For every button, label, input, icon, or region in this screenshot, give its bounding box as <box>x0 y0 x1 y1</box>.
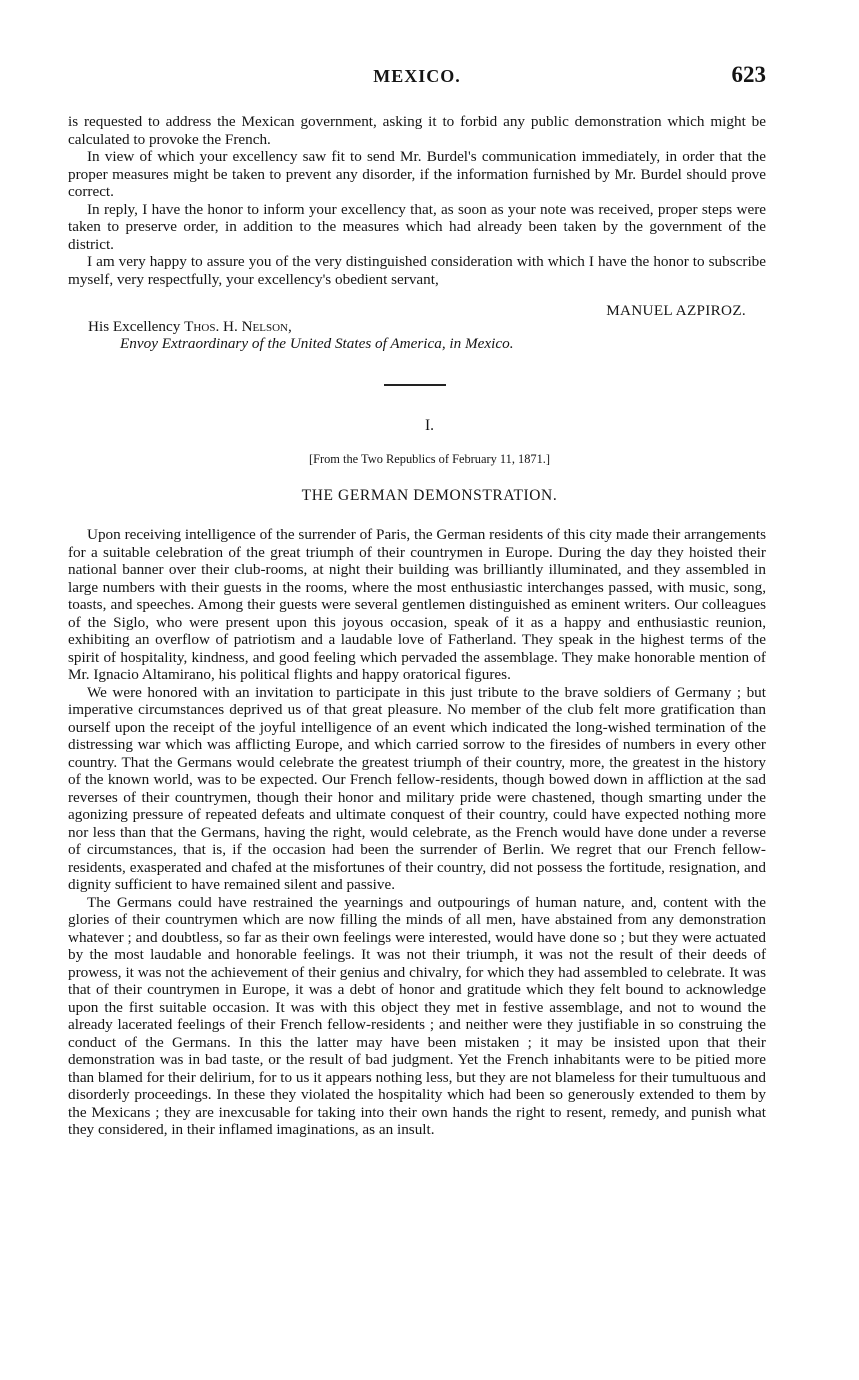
article-title: THE GERMAN DEMONSTRATION. <box>301 487 558 504</box>
article-paragraph: Upon receiving intelligence of the surrender of Paris, the German residents of this city made their arrangements for a suitable celebration of the great triumph of their countrymen in Europe. During the day they hoisted their national banner over their club-rooms, at night their building was brilliantly illuminated, and they assembled in large numbers with their guests in the rooms, where the most enthusiastic interchanges passed, with music, song, toasts, and speeches. Among their guests were several gentlemen distinguished as eminent writers. Our colleagues of the Siglo, who were present upon this joyous occasion, speak of it as a happy and enthusiastic reunion, exhibiting an overflow of patriotism and a laudable love of Fatherland. They speak in the highest terms of the spirit of hospitality, kindness, and good feeling which pervaded the assemblage. They make honorable mention of Mr. Ignacio Altamirano, his political flights and happy oratorical figures. <box>68 526 766 683</box>
addressee <box>88 318 748 336</box>
addressee-title: Envoy Extraordinary of the United States of America, in Mexico. <box>120 335 514 352</box>
section-number: I. <box>424 417 435 434</box>
source-note: [From the Two Republics of February 11, 1871.] <box>308 452 551 466</box>
letter-paragraph: In reply, I have the honor to inform your excellency that, as soon as your note was received, proper steps were taken to preserve order, in addition to the measures which had already been taken by the government of the district. <box>68 200 766 253</box>
article-paragraph: The Germans could have restrained the yearnings and outpourings of human nature, and, content with the glories of their countrymen which are now filling the minds of all men, have abstained from any demonstration whatever ; and doubtless, so far as their own feelings were interested, would have done so ; but they were actuated by the most laudable and honorable feelings. It was not their triumph, it was not the result of their deeds of prowess, it was not the achievement of their genius and chivalry, for which they had assembled to celebrate. It was that of their countrymen in Europe, it was a debt of honor and gratitude which they felt bound to acknowledge upon the first suitable occasion. It was with this object they met in festive assemblage, and not to wound the already lacerated feelings of their French fellow-residents ; and neither were they justifiable in so construing the conduct of the Germans. In this the latter may have been mistaken ; it may be insisted upon that their demonstration was in bad taste, or the result of bad judgment. Yet the French inhabitants were to be pitied more than blamed for their delirium, for to us it appears nothing less, but they are not blameless for their tumultuous and disorderly proceedings. In these they violated the hospitality which had been so generously extended to them by the Mexicans ; they are inexcusable for taking into their own hands the right to resent, remedy, and punish what they considered, in their inflamed imaginations, as an insult. <box>68 893 766 1138</box>
addressee-name: Thos. H. Nelson, <box>184 318 292 335</box>
running-title: MEXICO. <box>373 66 461 86</box>
running-head <box>68 62 766 92</box>
page-number: 623 <box>731 62 766 87</box>
letter-paragraph: is requested to address the Mexican government, asking it to forbid any public demonstration which might be calculated to provoke the French. <box>68 113 766 148</box>
addressee-prefix: His Excellency <box>88 318 185 335</box>
article-paragraph: We were honored with an invitation to participate in this just tribute to the brave soldiers of Germany ; but imperative circumstances deprived us of that great pleasure. No member of the club felt more gratification than ourself upon the receipt of the joyful intelligence of an event which indicated the long-wished termination of the distressing war which was afflicting Europe, and which carried sorrow to the firesides of numbers in every other country. That the Germans would celebrate the greatest triumph of their country, more, the greatest in the history of the known world, was to be expected. Our French fellow-residents, though bowed down in affliction at the sad reverses of their countrymen, though their honor and military pride were chastened, though smarting under the agonizing pressure of repeated defeats and ultimate conquest of their country, could have expected nothing more nor less than that the Germans, having the right, would celebrate, as the French would have done under a reverse of circumstances, that is, if the occasion had been the surrender of Berlin. We regret that our French fellow-residents, exasperated and chafed at the misfortunes of their country, did not possess the fortitude, resignation, and dignity sufficient to have remained silent and passive. <box>68 683 766 893</box>
article-body <box>68 526 766 1139</box>
signature: MANUEL AZPIROZ. <box>606 302 746 319</box>
section-divider <box>384 384 446 386</box>
letter-paragraph: In view of which your excellency saw fit to send Mr. Burdel's communication immediately, in order that the proper measures might be taken to prevent any disorder, if the information furnished by Mr. Burdel should prove correct. <box>68 148 766 200</box>
letter-body <box>68 113 766 288</box>
letter-paragraph: I am very happy to assure you of the very distinguished consideration with which I have the honor to subscribe myself, very respectfully, your excellency's obedient servant, <box>68 253 766 288</box>
